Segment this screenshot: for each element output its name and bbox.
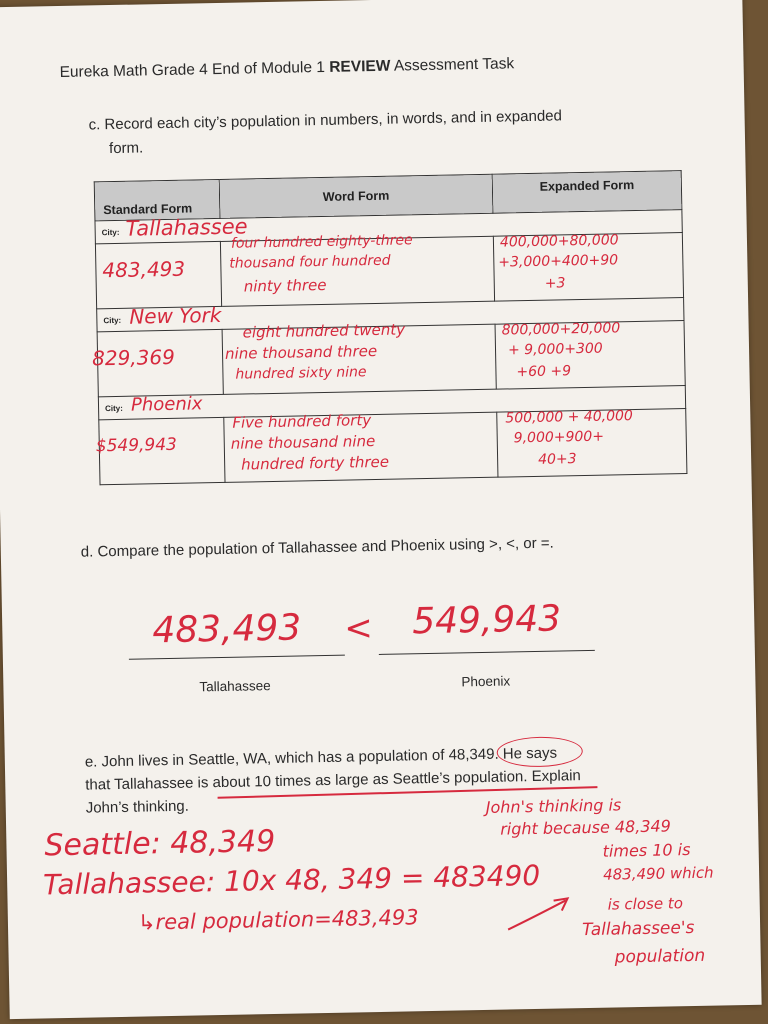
title-bold: REVIEW: [329, 57, 391, 76]
expanded-form-line: 400,000+80,000: [499, 232, 619, 251]
word-form-cell: [222, 320, 496, 394]
header-expanded-form: Expanded Form: [492, 171, 682, 214]
explanation-line: right because 48,349: [500, 816, 672, 839]
expanded-form-line: 40+3: [537, 451, 577, 468]
word-form-line: hundred forty three: [241, 452, 390, 474]
standard-form-cell: [91, 329, 223, 396]
question-e-line2: that Tallahassee is about 10 times as large as Seattle’s population. Explain: [85, 767, 581, 794]
word-form-line: nine thousand three: [224, 341, 378, 363]
explanation-line: times 10 is: [602, 840, 691, 861]
phoenix-answer-line: [379, 650, 595, 655]
expanded-form-line: 500,000 + 40,000: [505, 408, 633, 427]
city-name: New York: [129, 302, 222, 329]
tallahassee-answer: 483,493: [151, 607, 302, 652]
question-c: [88, 102, 669, 161]
standard-form-value: 483,493: [102, 256, 186, 283]
city-name: Phoenix: [130, 393, 203, 416]
title-prefix: Eureka Math Grade 4 End of Module 1: [59, 58, 330, 81]
word-form-line: ninty three: [243, 275, 327, 296]
question-d: d. Compare the population of Tallahassee and Phoenix using >, <, or =.: [80, 534, 554, 561]
tallahassee-label: Tallahassee: [199, 678, 271, 695]
standard-form-value: $549,943: [95, 434, 178, 457]
population-table: [91, 170, 688, 485]
city-label: City:: [101, 227, 120, 238]
word-form-line: thousand four hundred: [229, 252, 391, 272]
word-form-cell: [224, 412, 498, 482]
explanation-line: Tallahassee's: [581, 917, 695, 941]
explanation-line: 483,490 which: [602, 863, 714, 884]
seattle-work: Seattle: 48,349: [44, 823, 276, 864]
arrow-icon: [503, 892, 574, 933]
tallahassee-answer-line: [129, 655, 345, 660]
expanded-form-cell: [493, 233, 683, 302]
standard-form-cell: [95, 417, 225, 484]
worksheet-title: [59, 55, 514, 82]
question-c-line1: c. Record each city’s population in numbers, in words, and in expanded: [88, 107, 563, 134]
expanded-form-line: + 9,000+300: [507, 340, 603, 359]
explanation-line: John's thinking is: [485, 795, 622, 817]
word-form-line: Five hundred forty: [232, 411, 372, 432]
phoenix-label: Phoenix: [461, 673, 511, 690]
explanation-line: is close to: [607, 894, 684, 914]
word-form-line: hundred sixty nine: [235, 364, 367, 383]
city-name: Tallahassee: [125, 214, 248, 241]
word-form-line: eight hundred twenty: [242, 320, 406, 342]
expanded-form-line: +3: [544, 275, 566, 292]
expanded-form-line: 800,000+20,000: [501, 320, 621, 339]
real-population-work: ↳real population=483,493: [137, 905, 419, 935]
expanded-form-line: +60 +9: [516, 363, 572, 381]
question-c-line2: form.: [108, 139, 144, 158]
city-label: City:: [104, 403, 123, 414]
header-standard-form: Standard Form: [94, 179, 220, 220]
expanded-form-cell: [495, 321, 685, 390]
word-form-line: four hundred eighty-three: [230, 232, 413, 252]
question-e-line1: e. John lives in Seattle, WA, which has a population of 48,349. He says: [84, 744, 558, 771]
word-form-cell: [220, 232, 494, 306]
header-word-form: Word Form: [219, 174, 493, 218]
expanded-form-line: +3,000+400+90: [498, 252, 619, 271]
word-form-line: nine thousand nine: [230, 432, 376, 453]
city-label: City:: [103, 315, 122, 326]
phoenix-answer: 549,943: [411, 598, 562, 643]
expanded-form-line: 9,000+900+: [513, 428, 605, 447]
question-e-line3: John’s thinking.: [85, 797, 190, 817]
explanation-line: population: [614, 945, 706, 968]
comparison-symbol: <: [343, 608, 374, 649]
expanded-form-cell: [497, 409, 687, 478]
standard-form-value: 829,369: [91, 344, 176, 371]
title-suffix: Assessment Task: [390, 55, 515, 75]
tallahassee-work: Tallahassee: 10x 48, 349 = 483490: [42, 858, 541, 902]
standard-form-cell: [95, 241, 221, 308]
